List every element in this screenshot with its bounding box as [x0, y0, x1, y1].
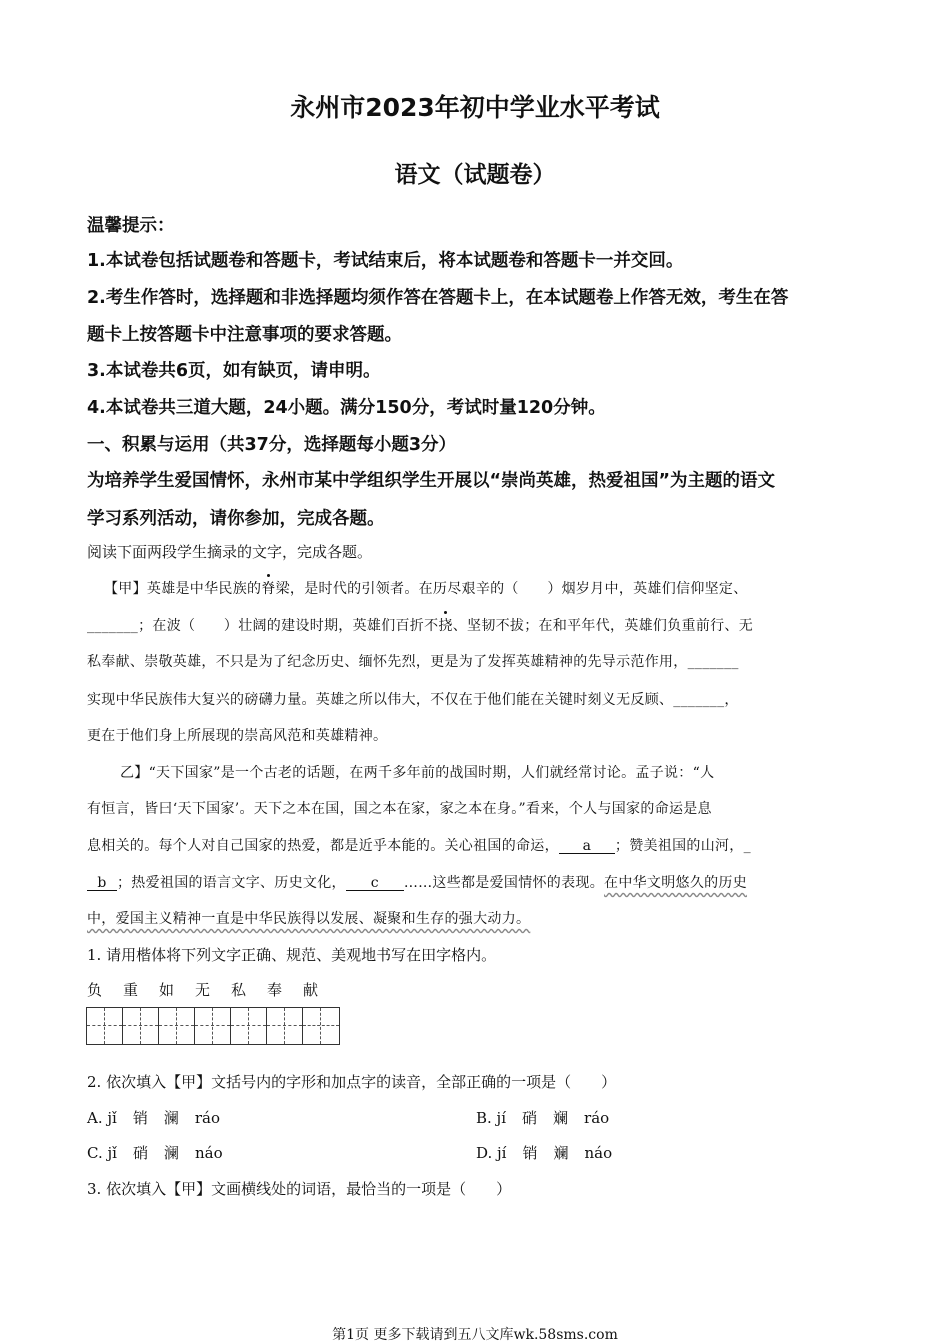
- option-a[interactable]: [87, 1107, 236, 1128]
- option-d[interactable]: [476, 1142, 628, 1163]
- passage-jia-line-2: [87, 615, 753, 635]
- char: 重: [123, 981, 139, 999]
- passage-jia-line-5: 更在于他们身上所展现的崇高风范和英雄精神。: [87, 728, 388, 744]
- text-segment: 梁，是时代的引领者。在历尽艰辛的（ ）烟岁月中，英雄们信仰坚定、: [275, 581, 748, 597]
- grid-cell[interactable]: [159, 1008, 195, 1044]
- dotted-char: 挠: [438, 615, 452, 635]
- option-pinyin: ráo: [194, 1109, 221, 1127]
- wavy-underlined-text: 在中华文明悠久的历史: [604, 875, 748, 891]
- text-segment: ；赞美祖国的山河，_: [614, 838, 751, 854]
- option-word: 销: [132, 1109, 148, 1127]
- grid-cell[interactable]: [195, 1008, 231, 1044]
- reading-instruction: 阅读下面两段学生摘录的文字，完成各题。: [87, 543, 373, 561]
- char: 负: [87, 981, 103, 999]
- option-label: D. jí: [476, 1144, 507, 1162]
- passage-yi-line-4: [87, 872, 747, 892]
- passage-yi-line-5: [87, 908, 530, 928]
- text-segment: _______；在波（ ）壮阔的建设时期，英雄们百折不: [87, 618, 439, 634]
- wavy-underlined-text: 中，爱国主义精神一直是中华民族得以发展、凝聚和生存的强大动力。: [87, 911, 531, 927]
- option-word: 澜: [163, 1144, 179, 1162]
- tip-item-2: 2.考生作答时，选择题和非选择题均须作答在答题卡上，在本试题卷上作答无效，考生在答: [87, 288, 789, 308]
- option-pinyin: ráo: [584, 1109, 610, 1127]
- passage-jia-line-3: 私奉献、崇敬英雄，不只是为了纪念历史、缅怀先烈，更是为了发挥英雄精神的先导示范作用，_______: [87, 654, 739, 670]
- grid-cell[interactable]: [231, 1008, 267, 1044]
- tip-item-1: 1.本试卷包括试题卷和答题卡，考试结束后，将本试题卷和答题卡一并交回。: [87, 251, 684, 271]
- char: 献: [303, 981, 319, 999]
- option-pinyin: náo: [584, 1144, 613, 1162]
- option-word: 斓: [553, 1109, 569, 1127]
- passage-jia-line-1: [104, 578, 748, 598]
- passage-yi-line-2: 有恒言，皆曰‘天下国家’。天下之本在国，国之本在家，家之本在身。”看来，个人与国家的命运是息: [87, 801, 712, 817]
- section-intro-cont: 学习系列活动，请你参加，完成各题。: [87, 509, 385, 529]
- option-label: C. jǐ: [87, 1144, 117, 1162]
- page-title: 永州市2023年初中学业水平考试: [290, 93, 660, 122]
- option-word: 澜: [163, 1109, 179, 1127]
- option-c[interactable]: [87, 1142, 239, 1163]
- tip-item-4: 4.本试卷共三道大题，24小题。满分150分，考试时量120分钟。: [87, 398, 606, 418]
- option-label: B. jí: [476, 1109, 507, 1127]
- text-segment: 【甲】英雄是中华民族的: [104, 581, 262, 597]
- dotted-char: 脊: [261, 578, 275, 598]
- char: 奉: [267, 981, 283, 999]
- text-segment: 息相关的。每个人对自己国家的热爱，都是近乎本能的。关心祖国的命运，: [87, 838, 559, 854]
- section-intro: 为培养学生爱国情怀，永州市某中学组织学生开展以“崇尚英雄，热爱祖国”为主题的语文: [87, 471, 775, 491]
- tip-item-2-cont: 题卡上按答题卡中注意事项的要求答题。: [87, 325, 402, 345]
- option-b[interactable]: [476, 1107, 625, 1128]
- question-1-stem: 1. 请用楷体将下列文字正确、规范、美观地书写在田字格内。: [87, 946, 497, 964]
- section-heading: 一、积累与运用（共37分，选择题每小题3分）: [87, 435, 457, 455]
- grid-cell[interactable]: [303, 1008, 339, 1044]
- char: 私: [231, 981, 247, 999]
- grid-cell[interactable]: [123, 1008, 159, 1044]
- option-label: A. jǐ: [87, 1109, 117, 1127]
- question-3-stem: 3. 依次填入【甲】文画横线处的词语，最恰当的一项是（ ）: [87, 1180, 512, 1198]
- passage-yi-line-1: 乙】“天下国家”是一个古老的话题，在两千多年前的战国时期，人们就经常讨论。孟子说：“人: [120, 765, 715, 781]
- option-word: 硝: [522, 1109, 538, 1127]
- option-word: 斓: [553, 1144, 569, 1162]
- page-footer: 第1页 更多下载请到五八文库wk.58sms.com: [332, 1327, 618, 1343]
- option-pinyin: náo: [194, 1144, 223, 1162]
- option-word: 硝: [132, 1144, 148, 1162]
- char: 无: [195, 981, 211, 999]
- grid-cell[interactable]: [267, 1008, 303, 1044]
- tips-heading: 温馨提示：: [87, 216, 175, 236]
- question-1-chars: [87, 979, 339, 1000]
- passage-yi-line-3: [87, 835, 751, 855]
- page-subtitle: 语文（试题卷）: [394, 162, 556, 188]
- tip-item-3: 3.本试卷共6页，如有缺页，请申明。: [87, 361, 381, 381]
- passage-jia-line-4: 实现中华民族伟大复兴的磅礴力量。英雄之所以伟大，不仅在于他们能在关键时刻义无反顾、_______，: [87, 692, 739, 708]
- text-segment: ；热爱祖国的语言文字、历史文化，: [117, 875, 346, 891]
- text-segment: ……这些都是爱国情怀的表现。: [403, 875, 605, 891]
- blank-b: b: [87, 876, 117, 891]
- tianzige-grid: [86, 1007, 340, 1045]
- text-segment: 、坚韧不拔；在和平年代，英雄们负重前行、无: [452, 618, 754, 634]
- question-2-stem: 2. 依次填入【甲】文括号内的字形和加点字的读音，全部正确的一项是（ ）: [87, 1073, 617, 1091]
- option-word: 销: [522, 1144, 538, 1162]
- grid-cell[interactable]: [87, 1008, 123, 1044]
- blank-c: c: [346, 876, 404, 891]
- blank-a: a: [559, 839, 615, 854]
- char: 如: [159, 981, 175, 999]
